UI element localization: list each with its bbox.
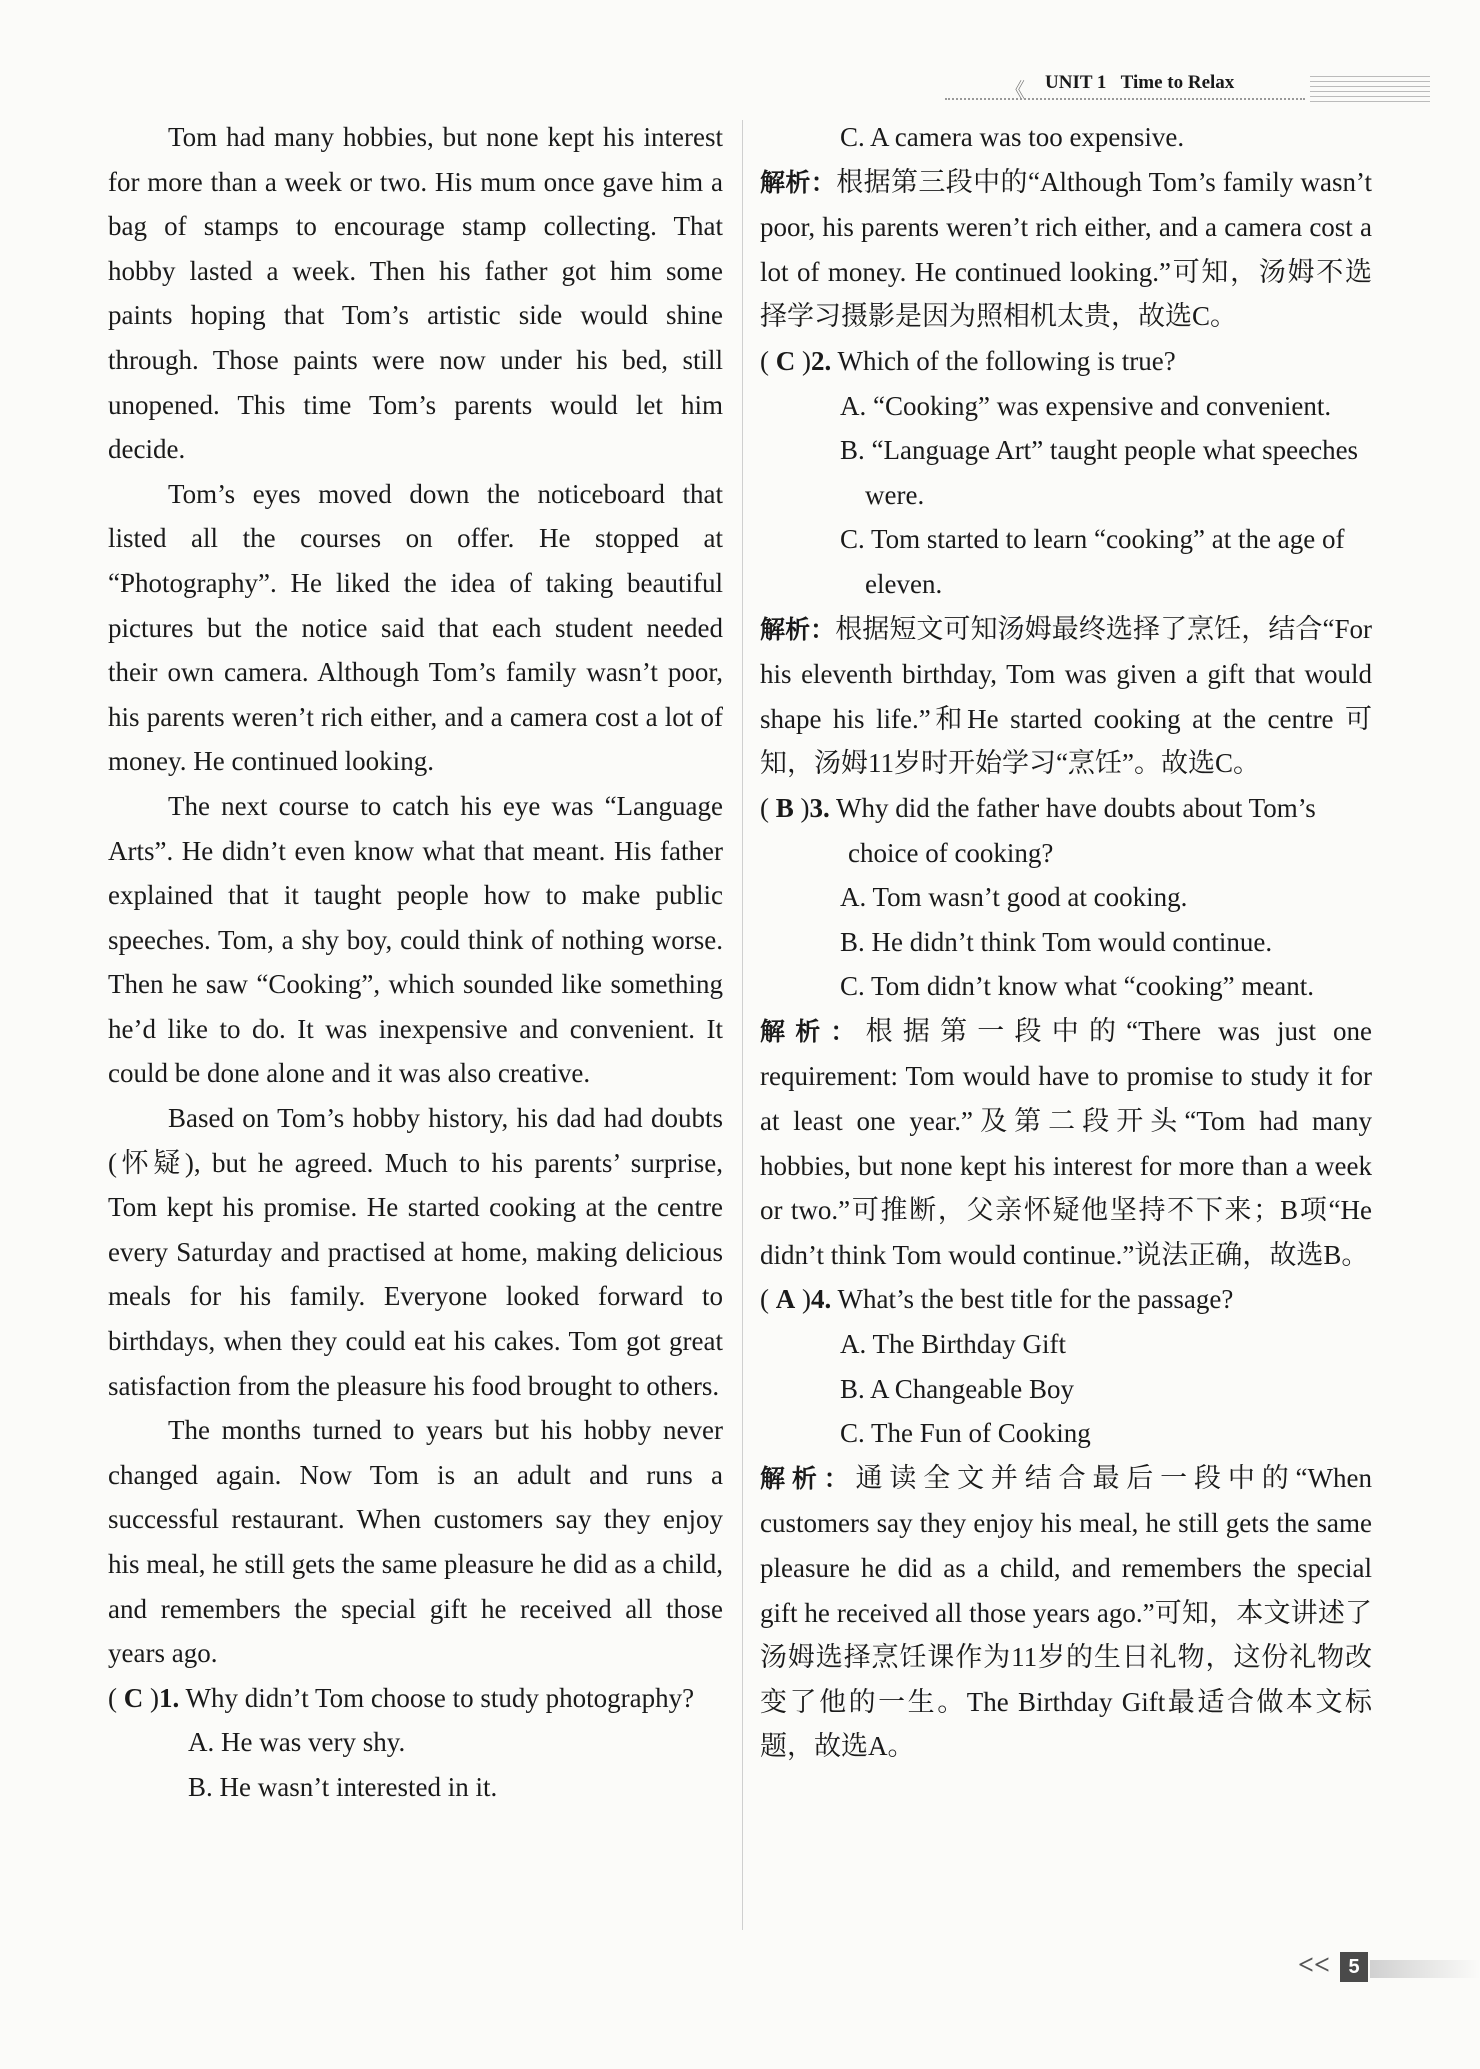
option: A. He was very shy. <box>188 1727 406 1758</box>
question-number: 2. <box>811 345 832 376</box>
question-text: Why did the father have doubts about Tom’s choice of cooking? <box>836 792 1316 868</box>
question-number: 4. <box>811 1284 832 1315</box>
question-3: ( B )3. Why did the father have doubts about Tom’s choice of cooking? <box>760 792 1316 868</box>
analysis-label: 解析： <box>760 167 837 197</box>
question-1: ( C )1. Why didn’t Tom choose to study photography? <box>108 1682 695 1713</box>
column-divider <box>742 120 743 1930</box>
option: B. He didn’t think Tom would continue. <box>840 926 1273 957</box>
analysis-text: 根据第一段中的“There was just one requirement: Tom would have to promise to study it for at least one year.”及第二段开头“Tom had many hobbies, but none kept his interest for more than a week or two.”可推断，父亲怀疑他坚持不下来；B项“He didn’t think Tom would continue.”说法正确，故选B。 <box>760 1015 1372 1270</box>
question-2: ( C )2. Which of the following is true? <box>760 345 1176 376</box>
analysis-1 <box>760 160 1372 339</box>
question-text: Which of the following is true? <box>837 345 1176 376</box>
header-lines-decoration <box>1310 76 1430 102</box>
question-text: What’s the best title for the passage? <box>837 1284 1234 1315</box>
unit-name: Time to Relax <box>1120 72 1235 93</box>
analysis-label: 解析： <box>760 1463 856 1493</box>
passage-paragraph: The next course to catch his eye was “Language Arts”. He didn’t even know what that meant. His father explained that it taught people how to make public speeches. Tom, a shy boy, could think of nothing worse. Then he saw “Cooking”, which sounded like something he’d like to do. It was inexpensive and convenient. It could be done alone and it was also creative. <box>108 790 723 1089</box>
option: C. Tom started to learn “cooking” at the age of eleven. <box>840 524 1345 599</box>
page-number: 5 <box>1340 1952 1368 1982</box>
option: B. He wasn’t interested in it. <box>188 1771 498 1802</box>
unit-title <box>1045 72 1234 94</box>
passage-paragraph: Tom’s eyes moved down the noticeboard that listed all the courses on offer. He stopped at “Photography”. He liked the idea of taking beautiful pictures but the notice said that each student needed their own camera. Although Tom’s family wasn’t poor, his parents weren’t rich either, and a camera cost a lot of money. He continued looking. <box>108 478 723 777</box>
answer-mark: B <box>775 792 794 823</box>
question-number: 1. <box>159 1682 180 1713</box>
analysis-label: 解析： <box>760 614 836 644</box>
answer-mark: A <box>775 1284 796 1315</box>
running-header <box>945 70 1425 110</box>
option: C. The Fun of Cooking <box>840 1418 1091 1449</box>
header-dotted-rule <box>945 98 1305 100</box>
questions-column <box>760 115 1372 1769</box>
answer-mark: C <box>123 1682 144 1713</box>
option: C. A camera was too expensive. <box>840 122 1185 152</box>
analysis-text: 根据短文可知汤姆最终选择了烹饪，结合“For his eleventh birthday, Tom was given a gift that would shape his life.”和He started cooking at the centre 可知，汤姆11岁时开始学习“烹饪”。故选C。 <box>760 613 1372 779</box>
unit-label: UNIT 1 <box>1045 72 1107 93</box>
analysis-label: 解析： <box>760 1016 866 1046</box>
option: A. Tom wasn’t good at cooking. <box>840 882 1188 913</box>
double-chevron-icon: 《 <box>1005 80 1025 102</box>
question-text: Why didn’t Tom choose to study photography? <box>185 1682 695 1713</box>
double-arrow-left-icon: << <box>1298 1950 1330 1981</box>
analysis-text: 通读全文并结合最后一段中的“When customers say they enjoy his meal, he still gets the same pleasure he did as a child, and remembers the special gift he received all those years ago.”可知，本文讲述了汤姆选择烹饪课作为11岁的生日礼物，这份礼物改变了他的一生。The Birthday Gift最适合做本文标题，故选A。 <box>760 1462 1372 1762</box>
analysis-2 <box>760 607 1372 786</box>
answer-mark: C <box>775 345 796 376</box>
analysis-text: 根据第三段中的“Although Tom’s family wasn’t poor, his parents weren’t rich either, and a camera cost a lot of money. He continued looking.”可知，汤姆不选择学习摄影是因为照相机太贵，故选C。 <box>760 166 1372 332</box>
passage-column <box>108 115 723 1810</box>
analysis-4 <box>760 1456 1372 1769</box>
option: B. A Changeable Boy <box>840 1373 1074 1404</box>
passage-paragraph: Based on Tom’s hobby history, his dad had doubts (怀疑), but he agreed. Much to his parents’ surprise, Tom kept his promise. He started cooking at the centre every Saturday and practised at home, making delicious meals for his family. Everyone looked forward to birthdays, when they could eat his cakes. Tom got great satisfaction from the pleasure his food brought to others. <box>108 1103 723 1401</box>
analysis-3 <box>760 1009 1372 1278</box>
passage-paragraph: The months turned to years but his hobby never changed again. Now Tom is an adult and runs a successful restaurant. When customers say they enjoy his meal, he still gets the same pleasure he did as a child, and remembers the special gift he received all those years ago. <box>108 1415 723 1669</box>
option: C. Tom didn’t know what “cooking” meant. <box>840 971 1315 1002</box>
page-footer <box>1290 1950 1480 1986</box>
question-4: ( A )4. What’s the best title for the passage? <box>760 1284 1234 1315</box>
question-number: 3. <box>809 792 830 823</box>
footer-shade-decoration <box>1370 1960 1480 1978</box>
option: A. The Birthday Gift <box>840 1329 1066 1360</box>
option: B. “Language Art” taught people what speeches were. <box>840 435 1359 510</box>
option: A. “Cooking” was expensive and convenient. <box>840 390 1332 421</box>
passage-paragraph: Tom had many hobbies, but none kept his interest for more than a week or two. His mum once gave him a bag of stamps to encourage stamp collecting. That hobby lasted a week. Then his father got him some paints hoping that Tom’s artistic side would shine through. Those paints were now under his bed, still unopened. This time Tom’s parents would let him decide. <box>108 122 723 465</box>
